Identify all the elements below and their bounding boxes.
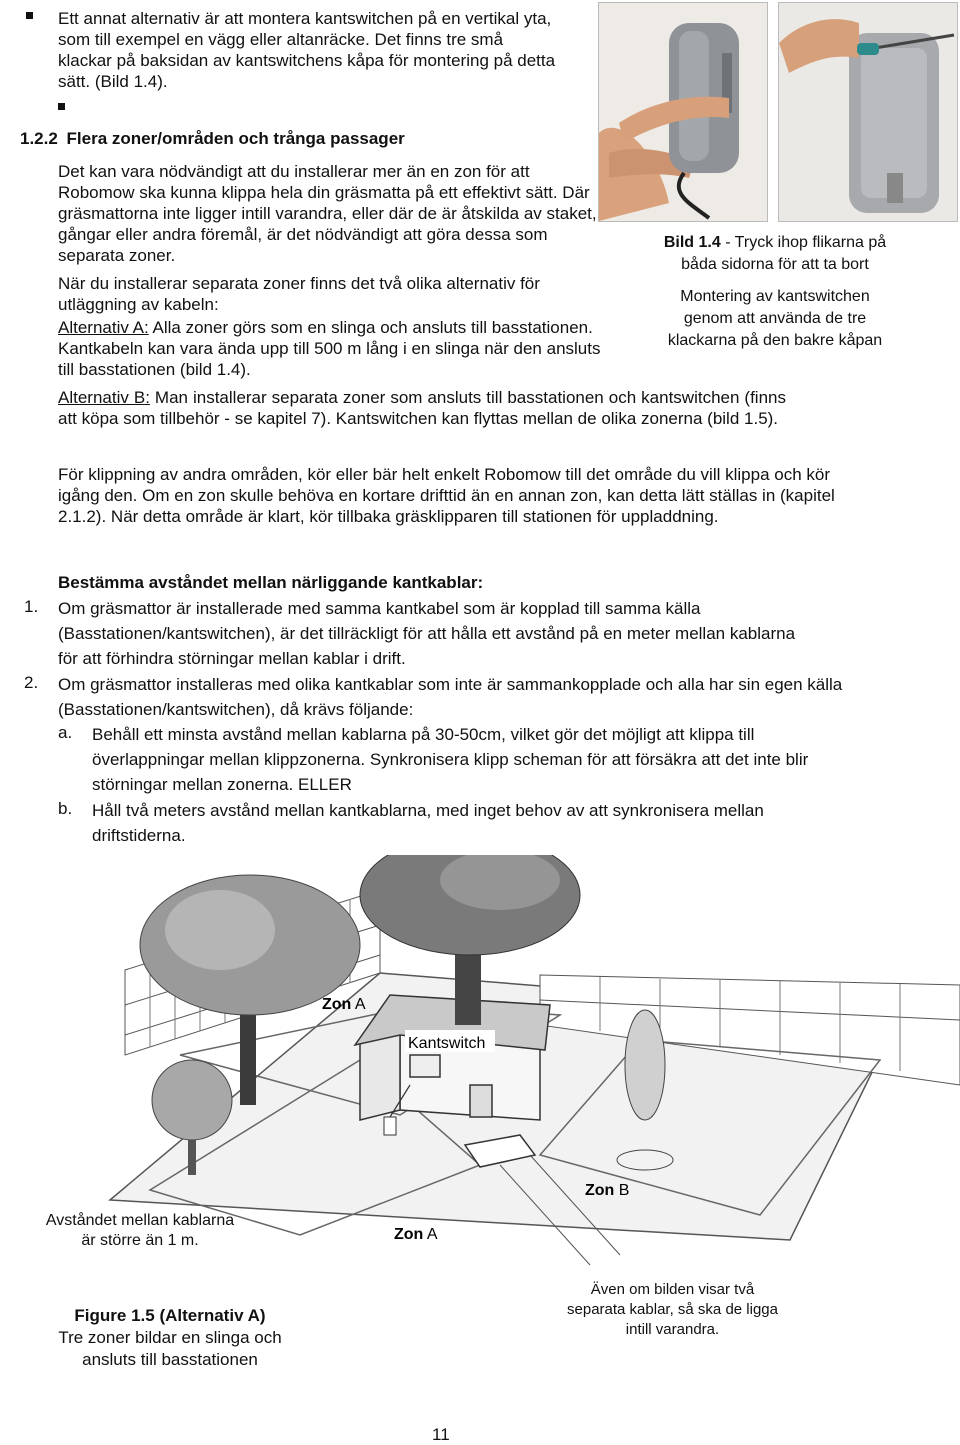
alternative-b-text: Man installerar separata zoner som ansluts till basstationen och kantswitchen (finns att köpa som tillbehör - se kapitel 7). Kantswitchen kan flyttas mellan de olika zonerna (bild 1.5). [58, 388, 786, 428]
bild14-line3: Montering av kantswitchen [680, 288, 870, 305]
figure-caption-line1: Tre zoner bildar en slinga och [58, 1328, 282, 1347]
alternative-b [58, 387, 786, 429]
zone-a-top-label: Zon A [322, 996, 366, 1013]
intro-bullet [26, 12, 33, 19]
distance-item2: Om gräsmattor installeras med olika kantkablar som inte är sammankopplade och alla har sin egen källa (Basstationen/kantswitchen), då krävs följande: [58, 675, 843, 719]
section-para1: Det kan vara nödvändigt att du installerar mer än en zon för att Robomow ska kunna klippa hela din gräsmatta på ett effektivt sätt. Där gräsmattorna inte ligger intill varandra, eller där de är åtskilda av staket, gångar eller andra föremål, är det nödvändigt att göra dessa som separata zoner. [58, 162, 597, 265]
figure-note-line2: separata kablar, så ska de ligga [567, 1301, 778, 1318]
distance-sub-a: Behåll ett minsta avstånd mellan kablarna på 30-50cm, vilket gör det möjligt att klippa till överlappningar mellan klippzonerna. Synkronisera klipp scheman för att försäkra att det inte blir störningar mellan zonerna. ELLER [92, 725, 809, 794]
bild14-line4: genom att använda de tre [683, 310, 867, 327]
distance-sub-b-number: b. [58, 799, 73, 818]
section-title: Flera zoner/områden och trånga passager [66, 129, 405, 148]
house [355, 995, 550, 1120]
figure-note-line3: intill varandra. [625, 1321, 720, 1338]
figure-note-line1: Även om bilden visar två [590, 1281, 755, 1298]
distance-note-line1: Avståndet mellan kablarna [45, 1212, 235, 1229]
bild14-caption [630, 232, 920, 352]
bild14-label: Bild 1.4 [663, 234, 721, 251]
figure-note [540, 1280, 805, 1340]
figure-caption [20, 1305, 320, 1371]
alternative-b-label: Alternativ B: [58, 388, 150, 407]
distance-item1-number: 1. [24, 597, 39, 616]
intro-paragraph: Ett annat alternativ är att montera kantswitchen på en vertikal yta, som till exempel en vägg eller altanräcke. Det finns tre små klackar på baksidan av kantswitchens kåpa för montering på detta sätt. (Bild 1.4). [58, 9, 556, 91]
distance-note [20, 1211, 260, 1251]
distance-heading: Bestämma avståndet mellan närliggande kantkablar: [58, 573, 484, 592]
empty-bullet [58, 103, 65, 110]
section-heading [20, 128, 405, 149]
section-number: 1.2.2 [20, 129, 58, 148]
zone-a-bottom-label: Zon A [394, 1226, 438, 1243]
bild14-caption-line1 [630, 232, 920, 254]
bild14-line5: klackarna på den bakre kåpan [667, 332, 883, 349]
alternative-a [58, 317, 608, 380]
distance-sub-a-number: a. [58, 723, 73, 742]
kantswitch-label: Kantswitch [408, 1035, 486, 1052]
bild14-line2: båda sidorna för att ta bort [681, 256, 869, 273]
bild14-line1: - Tryck ihop flikarna på [720, 234, 887, 251]
kantswitch-photo-back [778, 2, 958, 222]
kantswitch-photo-hand [598, 2, 768, 222]
kantswitch-device [384, 1117, 396, 1135]
alternative-a-text: Alla zoner görs som en slinga och ansluts till basstationen. Kantkabeln kan vara ända upp till 500 m lång i en slinga när den ansluts till basstationen (bild 1.4). [58, 318, 601, 379]
alternative-a-label: Alternativ A: [58, 318, 149, 337]
zone-b-label: Zon B [585, 1182, 630, 1199]
distance-note-line2: är större än 1 m. [81, 1232, 199, 1249]
figure-caption-line2: ansluts till basstationen [82, 1350, 258, 1369]
figure-caption-title: Figure 1.5 (Alternativ A) [74, 1306, 266, 1325]
page-number: 11 [432, 1425, 450, 1444]
distance-item2-number: 2. [24, 673, 39, 692]
section-para3: För klippning av andra områden, kör eller bär helt enkelt Robomow till det område du vill klippa och kör igång den. Om en zon skulle behöva en kortare drifttid än en annan zon, kan detta lätt ställas in (kapitel 2.1.2). När detta område är klart, kör tillbaka gräsklipparen till stationen för uppladdning. [58, 465, 835, 526]
distance-sub-b: Håll två meters avstånd mellan kantkablarna, med inget behov av att synkronisera mellan driftstiderna. [92, 801, 764, 845]
section-para2: När du installerar separata zoner finns det två olika alternativ för utläggning av kabeln: [58, 274, 540, 314]
distance-item1: Om gräsmattor är installerade med samma kantkabel som är kopplad till samma källa (Basstationen/kantswitchen), är det tillräckligt för att hålla ett avstånd på en meter mellan kablarna för att förhindra störningar mellan kablar i drift. [58, 599, 796, 668]
